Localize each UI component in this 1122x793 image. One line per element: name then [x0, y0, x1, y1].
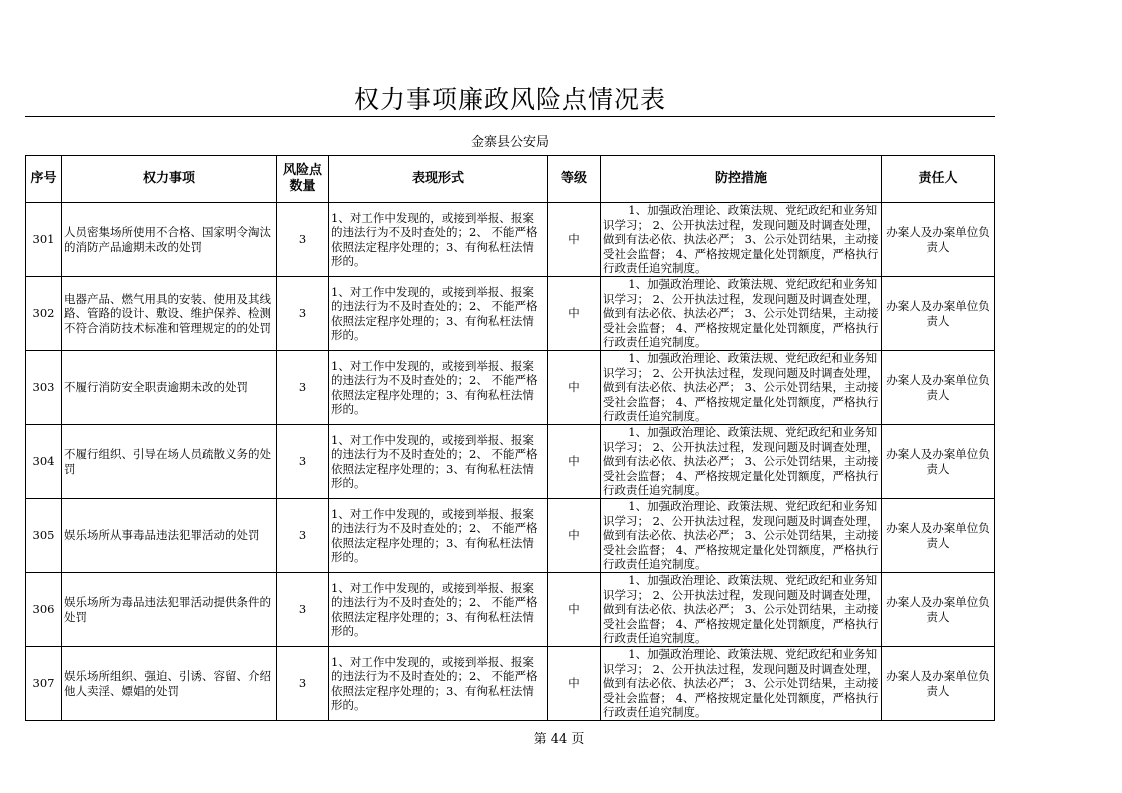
table-row	[26, 203, 995, 277]
cell-seq: 301	[26, 203, 62, 277]
cell-responsible: 办案人及办案单位负责人	[882, 499, 995, 573]
header-row	[26, 156, 995, 203]
cell-item: 娱乐场所组织、强迫、引诱、容留、介绍他人卖淫、嫖娼的处罚	[62, 647, 277, 721]
cell-responsible: 办案人及办案单位负责人	[882, 647, 995, 721]
cell-count: 3	[277, 203, 329, 277]
cell-measures: 1、加强政治理论、政策法规、党纪政纪和业务知识学习； 2、公开执法过程，发现问题及时调查处理，做到有法必依、执法必严； 3、公示处罚结果，主动接受社会监督； 4、严格按规定量化处罚额度，严格执行行政责任追究制度。	[601, 203, 882, 277]
cell-item: 不履行消防安全职责逾期未改的处罚	[62, 351, 277, 425]
cell-form: 1、对工作中发现的，或接到举报、报案的违法行为不及时查处的；2、 不能严格依照法定程序处理的；3、有徇私枉法情形的。	[329, 277, 548, 351]
cell-responsible: 办案人及办案单位负责人	[882, 203, 995, 277]
cell-measures: 1、加强政治理论、政策法规、党纪政纪和业务知识学习； 2、公开执法过程，发现问题及时调查处理，做到有法必依、执法必严； 3、公示处罚结果，主动接受社会监督； 4、严格按规定量化处罚额度，严格执行行政责任追究制度。	[601, 277, 882, 351]
table-row	[26, 425, 995, 499]
page-number: 第 44 页	[533, 732, 585, 747]
table-row	[26, 277, 995, 351]
header-form: 表现形式	[329, 156, 548, 203]
cell-responsible: 办案人及办案单位负责人	[882, 277, 995, 351]
cell-responsible: 办案人及办案单位负责人	[882, 425, 995, 499]
header-seq: 序号	[26, 156, 62, 203]
cell-level: 中	[548, 647, 601, 721]
cell-item: 人员密集场所使用不合格、国家明令淘汰的消防产品逾期未改的处罚	[62, 203, 277, 277]
cell-measures: 1、加强政治理论、政策法规、党纪政纪和业务知识学习； 2、公开执法过程，发现问题及时调查处理，做到有法必依、执法必严； 3、公示处罚结果，主动接受社会监督； 4、严格按规定量化处罚额度，严格执行行政责任追究制度。	[601, 425, 882, 499]
cell-form: 1、对工作中发现的，或接到举报、报案的违法行为不及时查处的；2、 不能严格依照法定程序处理的；3、有徇私枉法情形的。	[329, 499, 548, 573]
header-count: 风险点数量	[277, 156, 329, 203]
cell-item: 娱乐场所从事毒品违法犯罪活动的处罚	[62, 499, 277, 573]
cell-form: 1、对工作中发现的，或接到举报、报案的违法行为不及时查处的；2、 不能严格依照法定程序处理的；3、有徇私枉法情形的。	[329, 425, 548, 499]
cell-count: 3	[277, 351, 329, 425]
header-level: 等级	[548, 156, 601, 203]
risk-point-table	[25, 155, 995, 721]
header-item: 权力事项	[62, 156, 277, 203]
cell-responsible: 办案人及办案单位负责人	[882, 351, 995, 425]
page-title: 权力事项廉政风险点情况表	[353, 85, 666, 114]
table-row	[26, 647, 995, 721]
header-responsible: 责任人	[882, 156, 995, 203]
cell-level: 中	[548, 573, 601, 647]
cell-level: 中	[548, 277, 601, 351]
cell-form: 1、对工作中发现的，或接到举报、报案的违法行为不及时查处的；2、 不能严格依照法定程序处理的；3、有徇私枉法情形的。	[329, 647, 548, 721]
cell-measures: 1、加强政治理论、政策法规、党纪政纪和业务知识学习； 2、公开执法过程，发现问题及时调查处理，做到有法必依、执法必严； 3、公示处罚结果，主动接受社会监督； 4、严格按规定量化处罚额度，严格执行行政责任追究制度。	[601, 573, 882, 647]
cell-form: 1、对工作中发现的，或接到举报、报案的违法行为不及时查处的；2、 不能严格依照法定程序处理的；3、有徇私枉法情形的。	[329, 351, 548, 425]
cell-responsible: 办案人及办案单位负责人	[882, 573, 995, 647]
table-header	[26, 156, 995, 203]
cell-form: 1、对工作中发现的，或接到举报、报案的违法行为不及时查处的；2、 不能严格依照法定程序处理的；3、有徇私枉法情形的。	[329, 573, 548, 647]
cell-seq: 302	[26, 277, 62, 351]
table-row	[26, 499, 995, 573]
cell-form: 1、对工作中发现的，或接到举报、报案的违法行为不及时查处的；2、 不能严格依照法定程序处理的；3、有徇私枉法情形的。	[329, 203, 548, 277]
cell-measures: 1、加强政治理论、政策法规、党纪政纪和业务知识学习； 2、公开执法过程，发现问题及时调查处理，做到有法必依、执法必严； 3、公示处罚结果，主动接受社会监督； 4、严格按规定量化处罚额度，严格执行行政责任追究制度。	[601, 351, 882, 425]
cell-count: 3	[277, 647, 329, 721]
cell-seq: 306	[26, 573, 62, 647]
agency-name: 金寨县公安局	[470, 135, 549, 150]
cell-count: 3	[277, 277, 329, 351]
cell-level: 中	[548, 425, 601, 499]
cell-level: 中	[548, 203, 601, 277]
cell-count: 3	[277, 425, 329, 499]
cell-count: 3	[277, 573, 329, 647]
cell-measures: 1、加强政治理论、政策法规、党纪政纪和业务知识学习； 2、公开执法过程，发现问题及时调查处理，做到有法必依、执法必严； 3、公示处罚结果，主动接受社会监督； 4、严格按规定量化处罚额度，严格执行行政责任追究制度。	[601, 499, 882, 573]
table-body	[26, 203, 995, 721]
cell-item: 电器产品、燃气用具的安装、使用及其线路、管路的设计、敷设、维护保养、检测不符合消防技术标准和管理规定的的处罚	[62, 277, 277, 351]
title-divider	[25, 116, 995, 117]
cell-seq: 303	[26, 351, 62, 425]
cell-level: 中	[548, 499, 601, 573]
cell-seq: 305	[26, 499, 62, 573]
cell-count: 3	[277, 499, 329, 573]
table-row	[26, 351, 995, 425]
cell-item: 不履行组织、引导在场人员疏散义务的处罚	[62, 425, 277, 499]
cell-seq: 307	[26, 647, 62, 721]
cell-seq: 304	[26, 425, 62, 499]
cell-level: 中	[548, 351, 601, 425]
cell-item: 娱乐场所为毒品违法犯罪活动提供条件的处罚	[62, 573, 277, 647]
cell-measures: 1、加强政治理论、政策法规、党纪政纪和业务知识学习； 2、公开执法过程，发现问题及时调查处理，做到有法必依、执法必严； 3、公示处罚结果，主动接受社会监督； 4、严格按规定量化处罚额度，严格执行行政责任追究制度。	[601, 647, 882, 721]
header-measures: 防控措施	[601, 156, 882, 203]
table-row	[26, 573, 995, 647]
